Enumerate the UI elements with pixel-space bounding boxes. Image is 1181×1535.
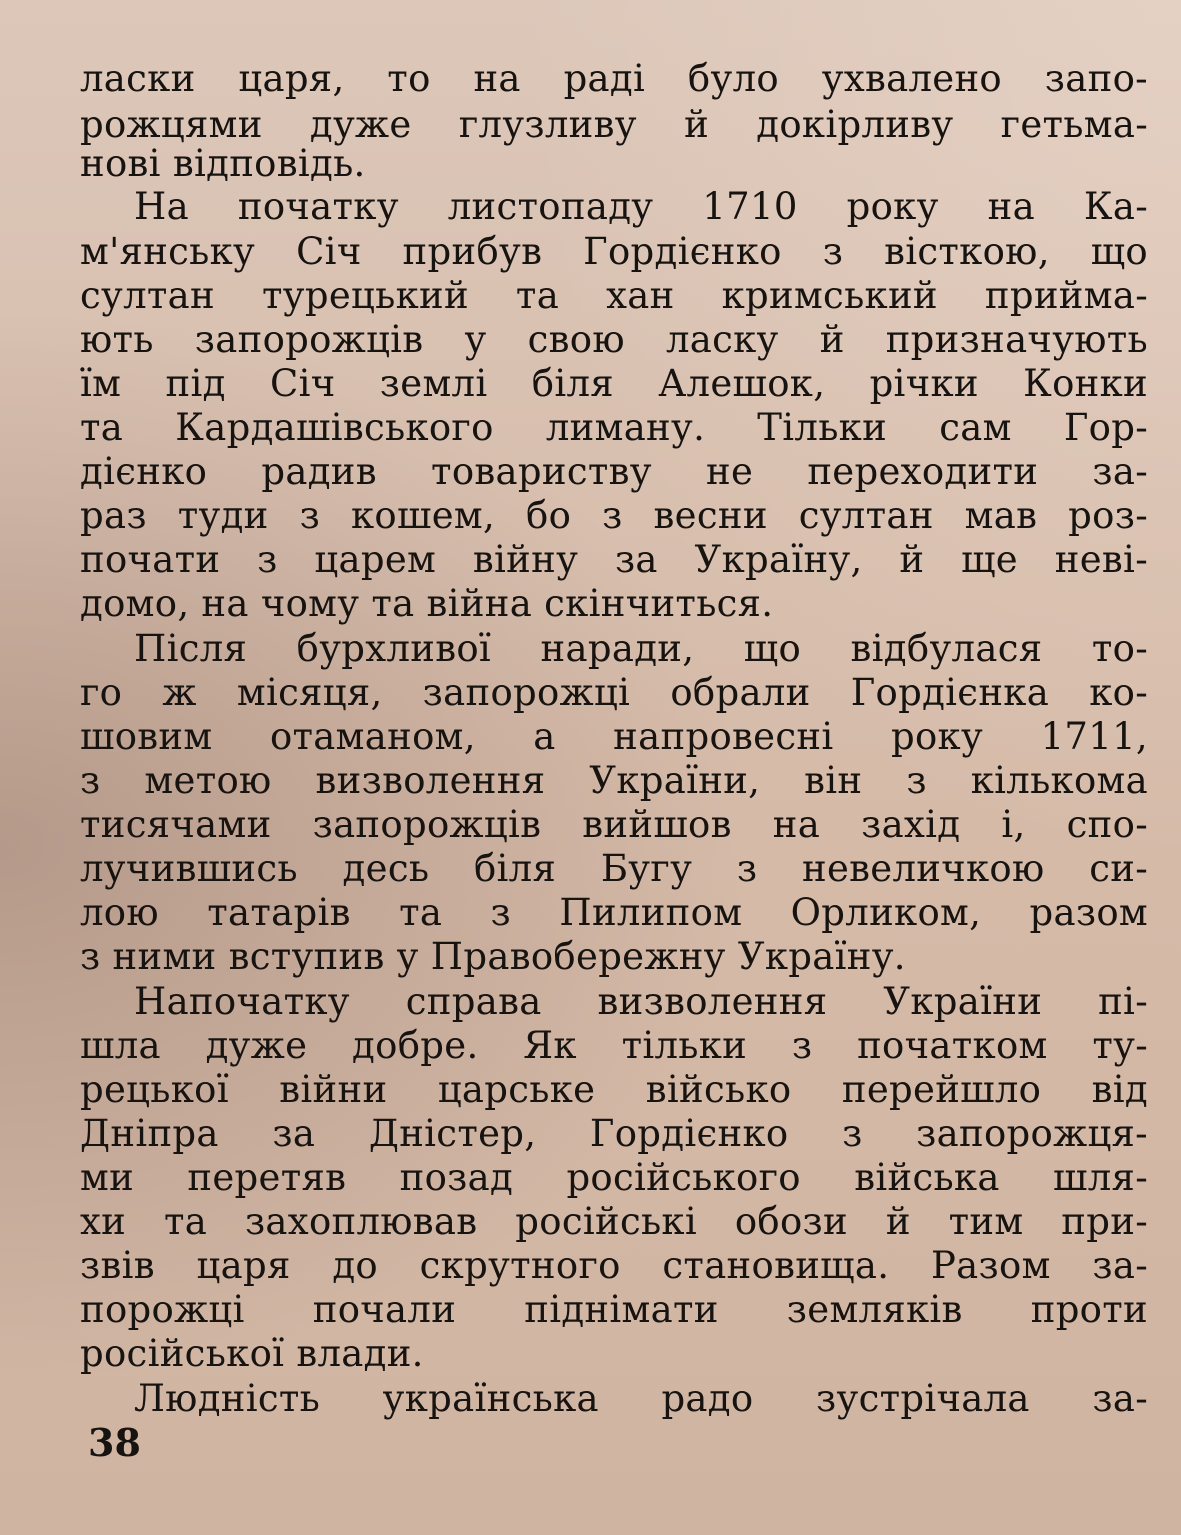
- text-line: рожцями дуже глузливу й докірливу гетьма-: [80, 103, 1148, 146]
- text-line: порожці почали піднімати земляків проти: [80, 1288, 1148, 1331]
- text-line: м'янську Січ прибув Гордієнко з вісткою, що: [80, 230, 1148, 273]
- text-line: Дніпра за Дністер, Гордієнко з запорожця-: [80, 1112, 1148, 1155]
- text-line: лою татарів та з Пилипом Орликом, разом: [80, 891, 1148, 934]
- text-line: російської влади.: [80, 1332, 424, 1375]
- paragraph-start-line: На початку листопаду 1710 року на Ка-: [134, 185, 1148, 228]
- text-line: дієнко радив товариству не переходити за-: [80, 450, 1148, 493]
- text-line: ють запорожців у свою ласку й призначують: [80, 318, 1148, 361]
- text-line: рецької війни царське військо перейшло від: [80, 1068, 1148, 1111]
- paragraph-start-line: Напочатку справа визволення України пі-: [134, 980, 1148, 1023]
- paragraph-start-line: Людність українська радо зустрічала за-: [134, 1377, 1148, 1420]
- text-line: хи та захоплював російські обози й тим при-: [80, 1200, 1148, 1243]
- paragraph-start-line: Після бурхливої наради, що відбулася то-: [134, 627, 1148, 670]
- text-line: шовим отаманом, а напровесні року 1711,: [80, 715, 1148, 758]
- text-line: лучившись десь біля Бугу з невеличкою си-: [80, 847, 1148, 890]
- text-line: раз туди з кошем, бо з весни султан мав роз-: [80, 494, 1148, 537]
- text-line: їм під Січ землі біля Алешок, річки Конки: [80, 362, 1148, 405]
- text-line: нові відповідь.: [80, 142, 366, 185]
- text-line: тисячами запорожців вийшов на захід і, спо-: [80, 803, 1148, 846]
- text-line: звів царя до скрутного становища. Разом за-: [80, 1244, 1148, 1287]
- text-line: почати з царем війну за Україну, й ще неві-: [80, 538, 1148, 581]
- text-line: ми перетяв позад російського війська шля-: [80, 1156, 1148, 1199]
- text-line: з метою визволення України, він з кількома: [80, 759, 1148, 802]
- text-line: ласки царя, то на раді було ухвалено запо-: [80, 57, 1148, 100]
- text-line: султан турецький та хан кримський прийма-: [80, 274, 1148, 317]
- text-line: з ними вступив у Правобережну Україну.: [80, 935, 906, 978]
- text-line: го ж місяця, запорожці обрали Гордієнка ко-: [80, 671, 1148, 714]
- text-line: шла дуже добре. Як тільки з початком ту-: [80, 1024, 1148, 1067]
- text-line: та Кардашівського лиману. Тільки сам Гор-: [80, 406, 1148, 449]
- text-line: домо, на чому та війна скінчиться.: [80, 582, 774, 625]
- page-number: 38: [88, 1420, 141, 1465]
